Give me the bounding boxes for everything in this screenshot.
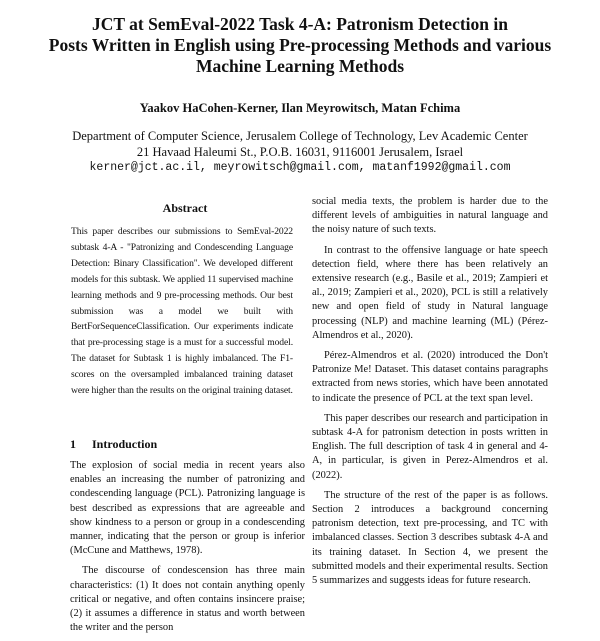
right-paragraph-3: Pérez-Almendros et al. (2020) introduced the Don't Patronize Me! Dataset. This dataset contains paragraphs extracted from news stories, which have been annotated to indicate the presence of PCL at the text span level. (312, 350, 548, 404)
author-emails: kerner@jct.ac.il, meyrowitsch@gmail.com, matanf1992@gmail.com (89, 161, 511, 174)
section-title: Introduction (92, 437, 158, 451)
abstract-text: This paper describes our submissions to SemEval-2022 subtask 4-A - "Patronizing and Condescending Language Detection: Binary Classification". We developed different models for this subtask. We applied 11 supervised machine learning methods and 9 pre-processing methods. Our best submission was a model we built with BertForSequenceClassification. Our experiments indicate that pre-processing stage is a must for a successful model. The dataset for Subtask 1 is highly imbalanced. The F1-scores on the oversampled imbalanced training dataset were higher than the results on the original training dataset. (71, 226, 293, 397)
intro-paragraph-2: The discourse of condescension has three main characteristics: (1) It does not contain anything openly critical or negative, and often contains insincere praise; (2) it assumes a difference in status and worth between the writer and the person (70, 565, 305, 634)
right-paragraph-4: This paper describes our research and participation in subtask 4-A for patronism detection in posts written in English. The full description of task 4 in general and 4-A, in particular, is given in Perez-Almendros et al. (2022). (312, 412, 548, 481)
affiliation (40, 129, 560, 176)
left-column-body (70, 459, 305, 641)
affiliation-address: 21 Havaad Haleumi St., P.O.B. 16031, 9116001 Jerusalem, Israel (136, 144, 464, 159)
paper-title (40, 14, 560, 77)
title-line-1: JCT at SemEval-2022 Task 4-A: Patronism Detection in (92, 14, 508, 34)
introduction-heading (70, 437, 157, 452)
right-paragraph-2: In contrast to the offensive language or hate speech detection field, where there has been relatively an extensive research (e.g., Basile et al., 2019; Zampieri et al., 2019; Zampieri et al., 2020), PCL is still a relatively new and open field of study in Natural language processing (NLP) and machine learning (ML) (Pérez-Almendros et al., 2020). (312, 244, 548, 341)
intro-paragraph-1: The explosion of social media in recent years also enables an increasing the number of patronizing and condescending language (PCL). Patronizing language is best described as expressions that are agreeable and show kindness to a person or group in a condescending manner, indicating that the person or group is inferior (McCune and Matthews, 1978). (70, 460, 305, 557)
title-line-3: Machine Learning Methods (195, 56, 405, 76)
abstract-heading: Abstract (162, 201, 208, 215)
title-line-2: Posts Written in English using Pre-processing Methods and various (48, 35, 552, 55)
right-column-body (312, 195, 548, 594)
affiliation-department: Department of Computer Science, Jerusalem College of Technology, Lev Academic Center (72, 129, 528, 143)
author-list: Yaakov HaCohen-Kerner, Ilan Meyrowitsch, Matan Fchima (139, 101, 461, 115)
right-paragraph-1: social media texts, the problem is harder due to the different levels of ambiguities in natural language and the noisy nature of such texts. (312, 196, 548, 236)
right-paragraph-5: The structure of the rest of the paper is as follows. Section 2 introduces a background concerning patronism detection, text pre-processing, and TC with imbalanced classes. Section 3 describes subtask 4-A and its training dataset. In Section 4, we present the submitted models and their experimental results. Section 5 summarizes and suggests ideas for future research. (312, 489, 548, 587)
section-number: 1 (70, 437, 76, 451)
